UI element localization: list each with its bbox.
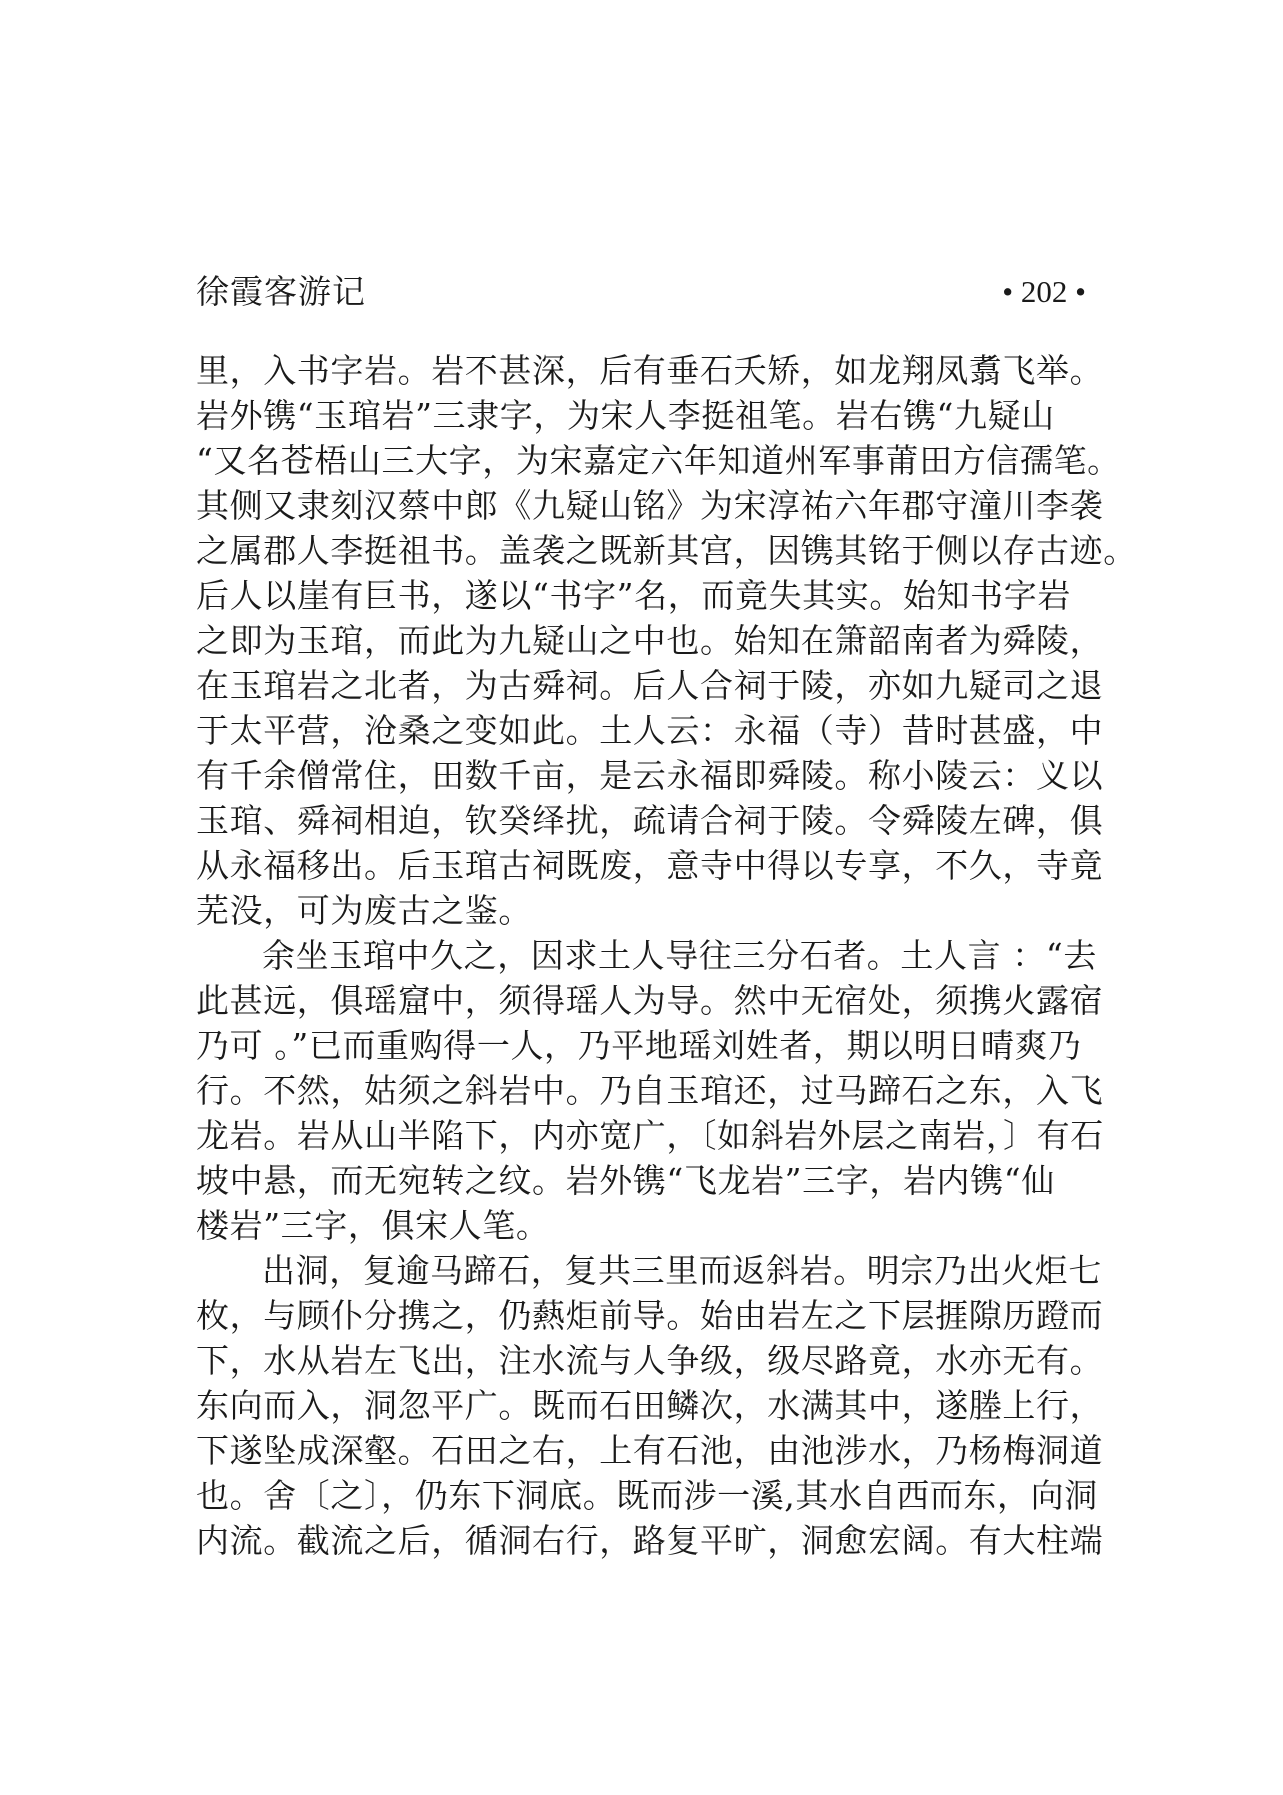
text-line: 里，入书字岩。岩不甚深，后有垂石夭矫，如龙翔凤翥飞举。 bbox=[196, 351, 1104, 390]
page-number: • 202 • bbox=[1002, 274, 1086, 309]
text-line: 在玉琯岩之北者，为古舜祠。后人合祠于陵，亦如九疑司之退 bbox=[196, 666, 1104, 705]
paragraph-start-line: 余坐玉琯中久之，因求土人导往三分石者。土人言 ：“去 bbox=[262, 936, 1097, 975]
text-line: 玉琯、舜祠相迫，钦癸绎扰，疏请合祠于陵。令舜陵左碑，俱 bbox=[196, 801, 1104, 840]
text-line: 下，水从岩左飞出，注水流与人争级，级尽路竟，水亦无有。 bbox=[196, 1341, 1104, 1380]
body-text bbox=[196, 348, 1137, 1563]
text-line: 岩外镌“玉琯岩”三隶字，为宋人李挺祖笔。岩右镌“九疑山 bbox=[196, 396, 1055, 435]
text-line: 之即为玉琯，而此为九疑山之中也。始知在箫韶南者为舜陵， bbox=[196, 621, 1104, 660]
text-line: 坡中悬，而无宛转之纹。岩外镌“飞龙岩”三字，岩内镌“仙 bbox=[196, 1161, 1055, 1200]
text-line: 其侧又隶刻汉蔡中郎《九疑山铭》为宋淳祐六年郡守潼川李袭 bbox=[196, 486, 1104, 525]
text-line: 后人以崖有巨书，遂以“书字”名，而竟失其实。始知书字岩 bbox=[196, 576, 1071, 615]
text-line: 此甚远，俱瑶窟中，须得瑶人为导。然中无宿处，须携火露宿 bbox=[196, 981, 1104, 1020]
text-line: 于太平营，沧桑之变如此。土人云：永福（寺）昔时甚盛，中 bbox=[196, 711, 1104, 750]
paragraph-start-line: 出洞，复逾马蹄石，复共三里而返斜岩。明宗乃出火炬七 bbox=[262, 1251, 1102, 1290]
text-line: 楼岩”三字，俱宋人笔。 bbox=[196, 1206, 550, 1245]
text-line: 下遂坠成深壑。石田之右，上有石池，由池涉水，乃杨梅洞道 bbox=[196, 1431, 1104, 1470]
running-header bbox=[196, 270, 1086, 314]
text-line: 从永福移出。后玉琯古祠既废，意寺中得以专享，不久，寺竟 bbox=[196, 846, 1104, 885]
text-line: 芜没，可为废古之鉴。 bbox=[196, 891, 532, 930]
text-line: 枚，与顾仆分携之，仍爇炬前导。始由岩左之下层捱隙历蹬而 bbox=[196, 1296, 1104, 1335]
text-line: 东向而入，洞忽平广。既而石田鳞次，水满其中，遂塍上行， bbox=[196, 1386, 1104, 1425]
text-line: 也。舍〔之〕，仍东下洞底。既而涉一溪,其水自西而东，向洞 bbox=[196, 1476, 1098, 1515]
text-line: 有千余僧常住，田数千亩，是云永福即舜陵。称小陵云：义以 bbox=[196, 756, 1104, 795]
text-line: 之属郡人李挺祖书。盖袭之既新其宫，因镌其铭于侧以存古迹。 bbox=[196, 531, 1137, 570]
text-line: 行。不然，姑须之斜岩中。乃自玉琯还，过马蹄石之东，入飞 bbox=[196, 1071, 1104, 1110]
text-line: “又名苍梧山三大字，为宋嘉定六年知道州军事莆田方信孺笔。 bbox=[196, 441, 1121, 480]
text-line: 内流。截流之后，循洞右行，路复平旷，洞愈宏阔。有大柱端 bbox=[196, 1521, 1104, 1560]
book-title: 徐霞客游记 bbox=[196, 272, 366, 311]
text-line: 乃可 。”已而重购得一人，乃平地瑶刘姓者，期以明日晴爽乃 bbox=[196, 1026, 1082, 1065]
text-line: 龙岩。岩从山半陷下，内亦宽广，〔如斜岩外层之南岩，〕有石 bbox=[196, 1116, 1104, 1155]
